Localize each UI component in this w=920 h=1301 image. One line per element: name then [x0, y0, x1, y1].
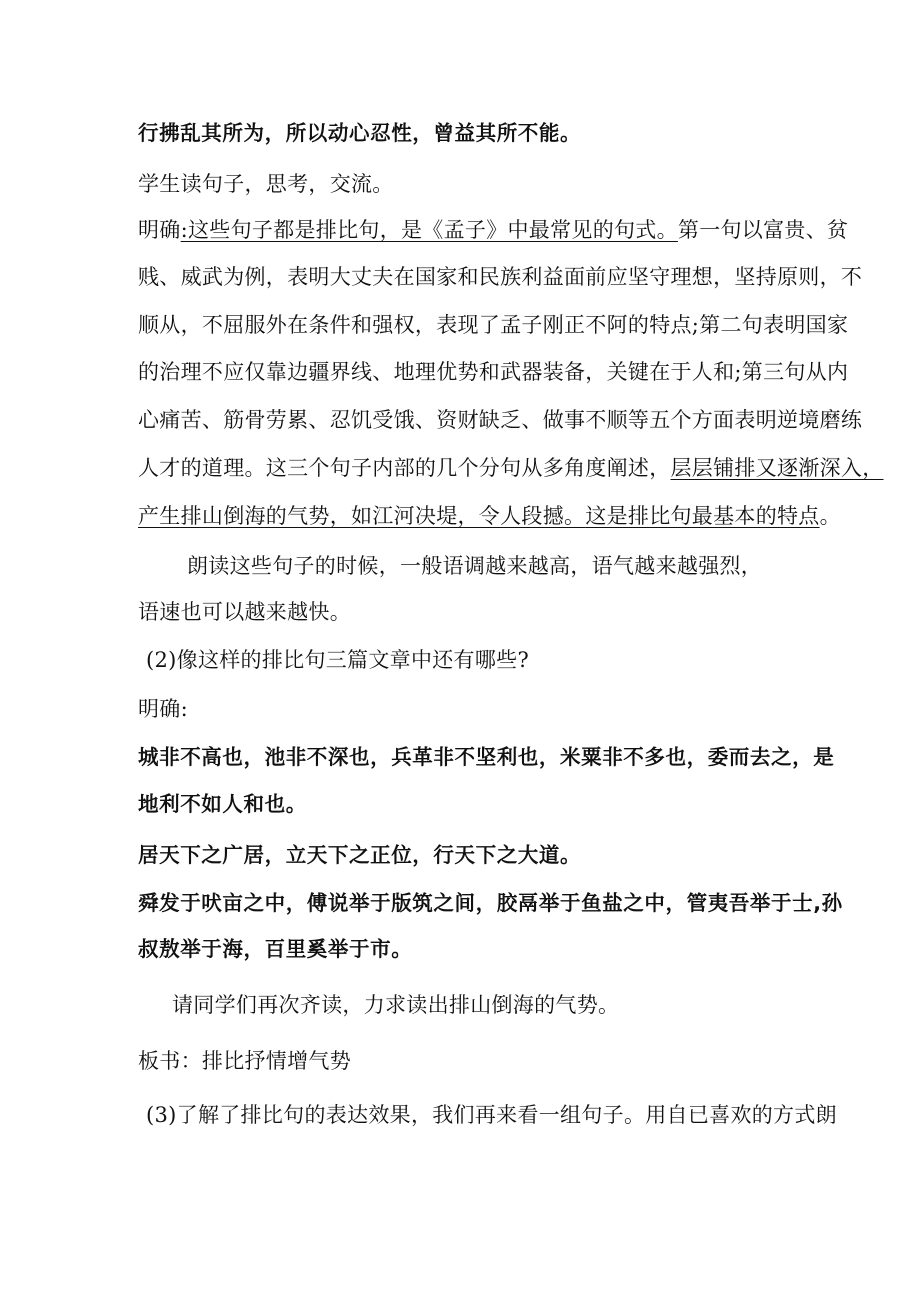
- body-text: 人才的道理。这三个句子内部的几个分句从多角度阐述，: [138, 456, 671, 480]
- text-line: 心痛苦、筋骨劳累、忍饥受饿、资财缺乏、做事不顺等五个方面表明逆境磨练: [138, 408, 863, 432]
- bold-quote-line: 叔敖举于海，百里奚举于市。: [138, 937, 413, 961]
- bold-quote-line: 地利不如人和也。: [138, 792, 307, 816]
- text-line: 顺从，不屈服外在条件和强权，表现了孟子刚正不阿的特点;第二句表明国家: [138, 313, 849, 337]
- text-line: 贱、威武为例，表明大丈夫在国家和民族利益面前应坚守理想，坚持原则，不: [138, 265, 863, 289]
- underlined-text: 层层铺排又逐渐深入，: [670, 456, 884, 480]
- bold-quote-line: 居天下之广居，立天下之正位，行天下之大道。: [138, 843, 582, 867]
- underlined-text: 产生排山倒海的气势，如江河决堤，令人段撼。: [138, 504, 586, 528]
- text-line: [138, 218, 848, 242]
- text-line: [138, 456, 884, 480]
- bold-quote-line: 行拂乱其所为，所以动心忍性，曾益其所不能。: [138, 121, 582, 145]
- text-line: 学生读句子，思考，交流。: [138, 172, 394, 196]
- text-line: 朗读这些句子的时候，一般语调越来越高，语气越来越强烈，: [187, 554, 763, 578]
- label-text: 明确: [138, 218, 181, 242]
- text-line: 语速也可以越来越快。: [138, 600, 351, 624]
- text-line: 的治理不应仅靠边疆界线、地理优势和武器装备，关键在于人和;第三句从内: [138, 360, 849, 384]
- underlined-text: :: [180, 218, 188, 242]
- underlined-text: 这些句子都是排比句，是《孟子》中最常见的句式。: [188, 218, 678, 242]
- bold-quote-line: 舜发于吠亩之中，傅说举于版筑之间，胶鬲举于鱼盐之中，管夷吾举于士,孙: [138, 891, 843, 915]
- text-line: 请同学们再次齐读，力求读出排山倒海的气势。: [172, 993, 620, 1017]
- text-line: (2)像这样的排比句三篇文章中还有哪些?: [146, 648, 530, 672]
- bold-quote-line: 城非不高也，池非不深也，兵革非不坚利也，米粟非不多也，委而去之，是: [138, 745, 835, 769]
- blackboard-note: 板书：排比抒情增气势: [138, 1049, 351, 1073]
- text-line: [138, 504, 841, 528]
- text-line: 明确:: [138, 697, 188, 721]
- body-text: 。: [819, 504, 841, 528]
- body-text: 第一句以富贵、贫: [677, 218, 849, 242]
- text-line: (3)了解了排比句的表达效果，我们再来看一组句子。用自已喜欢的方式朗: [146, 1103, 837, 1127]
- underlined-text: 这是排比句最基本的特点: [585, 504, 820, 528]
